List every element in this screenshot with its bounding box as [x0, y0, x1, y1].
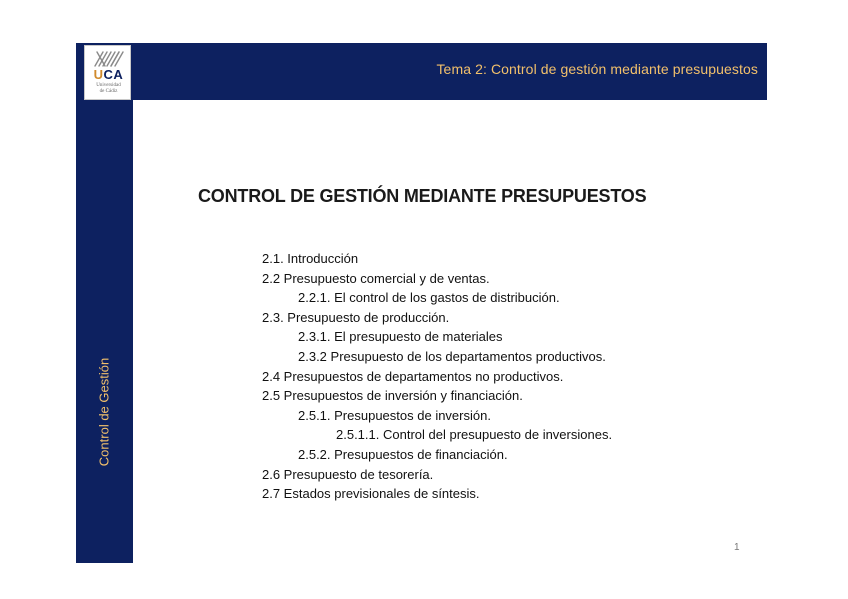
toc-item: 2.5 Presupuestos de inversión y financiación. [262, 388, 523, 404]
toc-item: 2.2 Presupuesto comercial y de ventas. [262, 270, 490, 286]
logo-subtitle: Universidad de Cádiz [96, 83, 121, 94]
header-title: Tema 2: Control de gestión mediante presupuestos [436, 61, 758, 77]
logo-text: UCA [93, 67, 124, 82]
toc-item: 2.5.1. Presupuestos de inversión. [298, 407, 491, 423]
toc-item: 2.2.1. El control de los gastos de distribución. [298, 290, 560, 306]
sidebar-band [76, 43, 133, 563]
toc-item: 2.6 Presupuesto de tesorería. [262, 466, 434, 482]
toc-item: 2.4 Presupuestos de departamentos no productivos. [262, 368, 564, 384]
toc-item: 2.5.2. Presupuestos de financiación. [298, 446, 508, 462]
toc-item: 2.7 Estados previsionales de síntesis. [262, 486, 480, 502]
toc-item: 2.3. Presupuesto de producción. [262, 309, 450, 325]
toc-item: 2.3.2 Presupuesto de los departamentos productivos. [298, 348, 606, 364]
table-of-contents [262, 249, 612, 504]
page-number: 1 [734, 542, 740, 553]
toc-item: 2.1. Introducción [262, 251, 359, 266]
toc-item: 2.5.1.1. Control del presupuesto de inversiones. [336, 427, 613, 443]
toc-item: 2.3.1. El presupuesto de materiales [298, 329, 503, 345]
sidebar-label: Control de Gestión [96, 357, 112, 467]
page-title: CONTROL DE GESTIÓN MEDIANTE PRESUPUESTOS [198, 186, 647, 206]
university-logo [84, 45, 131, 100]
